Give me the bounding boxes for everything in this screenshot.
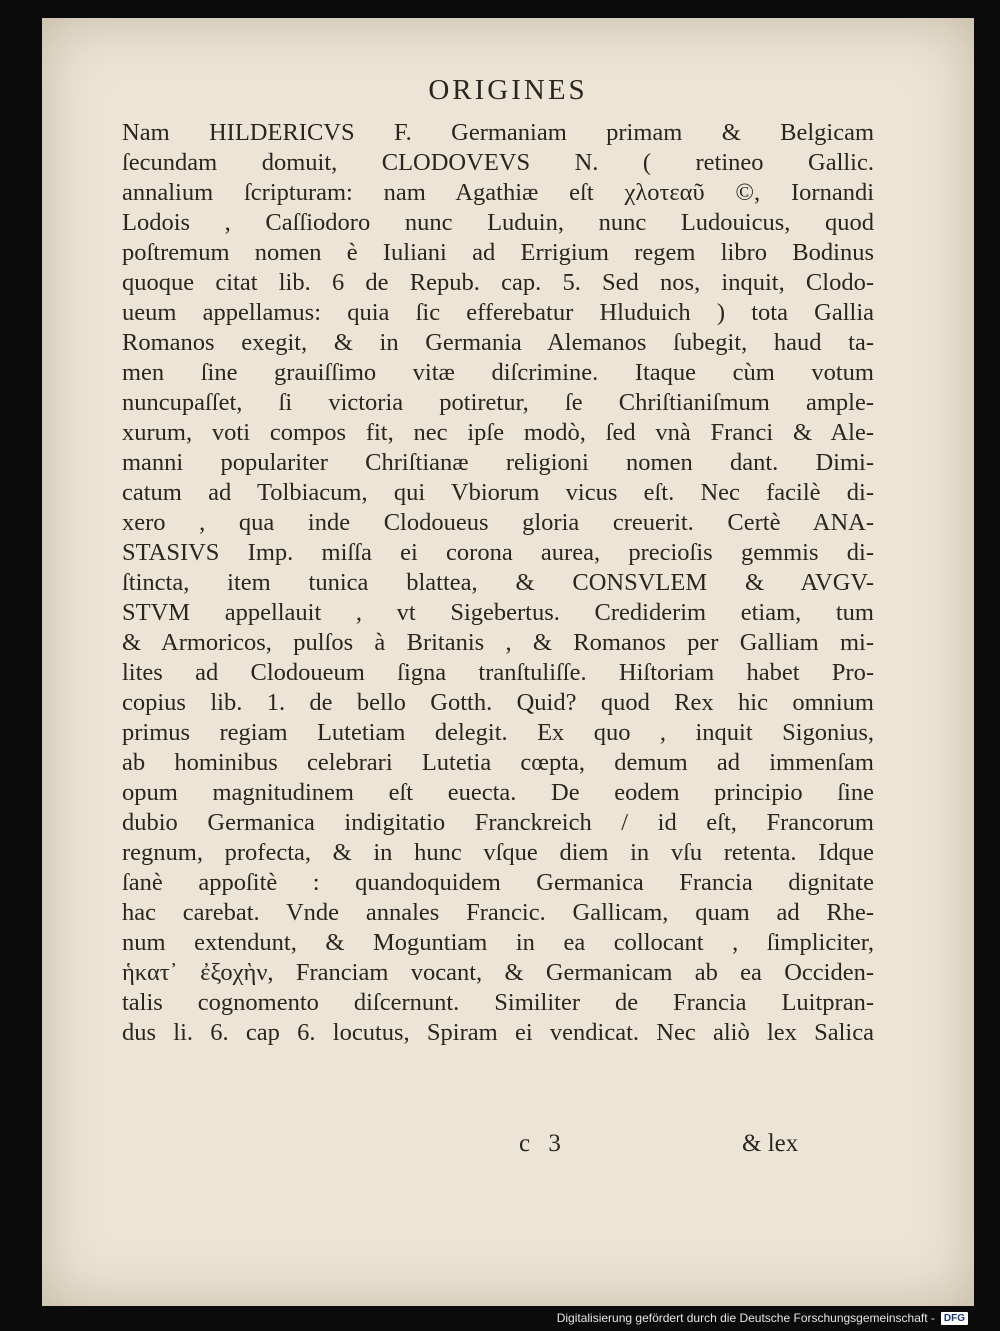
text-line: Lodois , Caſſiodoro nunc Luduin, nunc Ludouicus, quod <box>122 209 874 236</box>
text-line: primus regiam Lutetiam delegit. Ex quo , inquit Sigonius, <box>122 719 874 746</box>
text-line: & Armoricos, pulſos à Britanis , & Romanos per Galliam mi- <box>122 629 874 656</box>
text-line: Nam HILDERICVS F. Germaniam primam & Belgicam <box>122 119 874 146</box>
text-line: ſecundam domuit, CLODOVEVS N. ( retineo Gallic. <box>122 149 874 176</box>
text-line: talis cognomento diſcernunt. Similiter de Francia Luitpran- <box>122 989 874 1016</box>
signature-mark: c 3 <box>519 1130 567 1157</box>
text-line: manni populariter Chriſtianæ religioni nomen dant. Dimi- <box>122 449 874 476</box>
text-line: Romanos exegit, & in Germania Alemanos ſubegit, haud ta- <box>122 329 874 356</box>
text-line: dus li. 6. cap 6. locutus, Spiram ei vendicat. Nec aliò lex Salica <box>122 1019 874 1046</box>
text-line: copius lib. 1. de bello Gotth. Quid? quod Rex hic omnium <box>122 689 874 716</box>
text-line: ἡκατ᾽ ἐξοχὴν, Franciam vocant, & Germanicam ab ea Occiden- <box>122 959 874 986</box>
text-line: poſtremum nomen è Iuliani ad Errigium regem libro Bodinus <box>122 239 874 266</box>
text-line: xero , qua inde Clodoueus gloria creuerit. Certè ANA- <box>122 509 874 536</box>
text-line: num extendunt, & Moguntiam in ea collocant , ſimpliciter, <box>122 929 874 956</box>
text-line: men ſine grauiſſimo vitæ diſcrimine. Itaque cùm votum <box>122 359 874 386</box>
digitization-credit <box>557 1311 968 1325</box>
text-line: lites ad Clodoueum ſigna tranſtuliſſe. Hiſtoriam habet Pro- <box>122 659 874 686</box>
text-line: opum magnitudinem eſt euecta. De eodem principio ſine <box>122 779 874 806</box>
running-head: ORIGINES <box>428 74 588 106</box>
dfg-logo: DFG <box>941 1312 968 1325</box>
text-line: regnum, profecta, & in hunc vſque diem in vſu retenta. Idque <box>122 839 874 866</box>
text-line: xurum, voti compos fit, nec ipſe modò, ſed vnà Franci & Ale- <box>122 419 874 446</box>
text-line: quoque citat lib. 6 de Repub. cap. 5. Sed nos, inquit, Clodo- <box>122 269 874 296</box>
text-line: nuncupaſſet, ſi victoria potiretur, ſe Chriſtianiſmum ample- <box>122 389 874 416</box>
text-line: STASIVS Imp. miſſa ei corona aurea, precioſis gemmis di- <box>122 539 874 566</box>
text-line: catum ad Tolbiacum, qui Vbiorum vicus eſt. Nec facilè di- <box>122 479 874 506</box>
text-line: ſtincta, item tunica blattea, & CONSVLEM & AVGV- <box>122 569 874 596</box>
text-line: ſanè appoſitè : quandoquidem Germanica Francia dignitate <box>122 869 874 896</box>
text-line: STVM appellauit , vt Sigebertus. Crediderim etiam, tum <box>122 599 874 626</box>
text-line: ab hominibus celebrari Lutetia cœpta, demum ad immenſam <box>122 749 874 776</box>
text-line: annalium ſcripturam: nam Agathiæ eſt χλοτεαῦ ©, Iornandi <box>122 179 874 206</box>
credit-text: Digitalisierung gefördert durch die Deutsche Forschungsgemeinschaft - <box>556 1311 935 1325</box>
text-line: hac carebat. Vnde annales Francic. Gallicam, quam ad Rhe- <box>122 899 874 926</box>
text-line: ueum appellamus: quia ſic efferebatur Hluduich ) tota Gallia <box>122 299 874 326</box>
body-text <box>122 118 874 1048</box>
text-line: dubio Germanica indigitatio Franckreich / id eſt, Francorum <box>122 809 874 836</box>
book-page <box>42 18 974 1306</box>
catchword: & lex <box>742 1130 799 1157</box>
